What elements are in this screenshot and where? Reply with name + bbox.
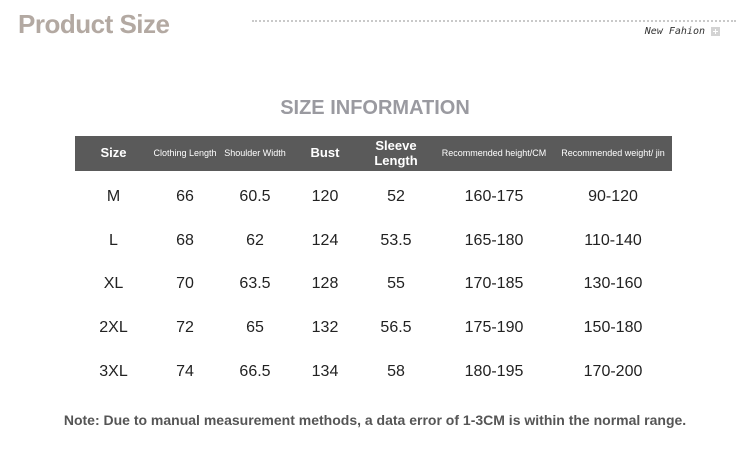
column-header-recommended-height: Recommended height/CM bbox=[441, 147, 547, 158]
column-header-shoulder-width: Shoulder Width bbox=[224, 147, 286, 158]
table-cell: 65 bbox=[246, 319, 264, 337]
header-dotted-divider bbox=[252, 20, 736, 22]
tagline bbox=[645, 26, 720, 37]
table-cell: 58 bbox=[387, 363, 405, 381]
column-header-bust: Bust bbox=[310, 145, 340, 161]
table-row bbox=[75, 219, 672, 263]
table-cell: 120 bbox=[311, 187, 339, 205]
brand-title: Product Size bbox=[18, 9, 170, 39]
table-cell: 66.5 bbox=[239, 363, 271, 381]
table-cell: 74 bbox=[176, 363, 194, 381]
size-table bbox=[75, 136, 672, 394]
table-cell: 124 bbox=[311, 231, 339, 249]
table-cell: 175-190 bbox=[464, 319, 524, 337]
table-cell: 128 bbox=[311, 275, 339, 293]
table-cell: 170-200 bbox=[583, 363, 643, 381]
size-table-wrapper bbox=[75, 136, 672, 394]
table-cell: 70 bbox=[176, 275, 194, 293]
table-cell: 66 bbox=[176, 187, 194, 205]
table-cell: 130-160 bbox=[583, 275, 643, 293]
table-cell: 52 bbox=[387, 187, 405, 205]
table-cell: 150-180 bbox=[583, 319, 643, 337]
table-cell: 132 bbox=[311, 319, 339, 337]
column-header-recommended-weight: Recommended weight/ jin bbox=[561, 147, 665, 158]
table-cell: 68 bbox=[176, 231, 194, 249]
table-cell: 180-195 bbox=[464, 363, 524, 381]
table-cell: 170-185 bbox=[464, 275, 524, 293]
table-cell: 60.5 bbox=[239, 187, 271, 205]
table-cell: 53.5 bbox=[380, 231, 412, 249]
table-cell: M bbox=[106, 187, 121, 205]
table-cell: XL bbox=[103, 275, 124, 293]
table-row bbox=[75, 306, 672, 350]
table-cell: 90-120 bbox=[588, 187, 638, 205]
table-cell: 62 bbox=[246, 231, 264, 249]
table-cell: 55 bbox=[387, 275, 405, 293]
column-header-clothing-length: Clothing Length bbox=[153, 147, 217, 158]
column-header-size: Size bbox=[100, 145, 127, 161]
table-cell: 56.5 bbox=[380, 319, 412, 337]
tagline-text: New Fahion bbox=[644, 26, 705, 37]
section-heading: SIZE INFORMATION bbox=[280, 97, 470, 119]
table-row bbox=[75, 350, 672, 394]
table-cell: 72 bbox=[176, 319, 194, 337]
table-cell: 63.5 bbox=[239, 275, 271, 293]
column-header-sleeve-length: Sleeve Length bbox=[374, 138, 418, 168]
table-cell: 160-175 bbox=[464, 187, 524, 205]
table-cell: 165-180 bbox=[464, 231, 524, 249]
table-cell: 134 bbox=[311, 363, 339, 381]
table-cell: 3XL bbox=[99, 363, 128, 381]
table-header-row bbox=[75, 136, 672, 171]
plus-icon bbox=[711, 27, 720, 36]
table-cell: L bbox=[109, 231, 118, 249]
table-row bbox=[75, 171, 672, 219]
measurement-note: Note: Due to manual measurement methods, a data error of 1-3CM is within the normal range. bbox=[63, 412, 687, 428]
table-cell: 110-140 bbox=[584, 231, 642, 249]
table-cell: 2XL bbox=[99, 319, 128, 337]
table-row bbox=[75, 263, 672, 307]
